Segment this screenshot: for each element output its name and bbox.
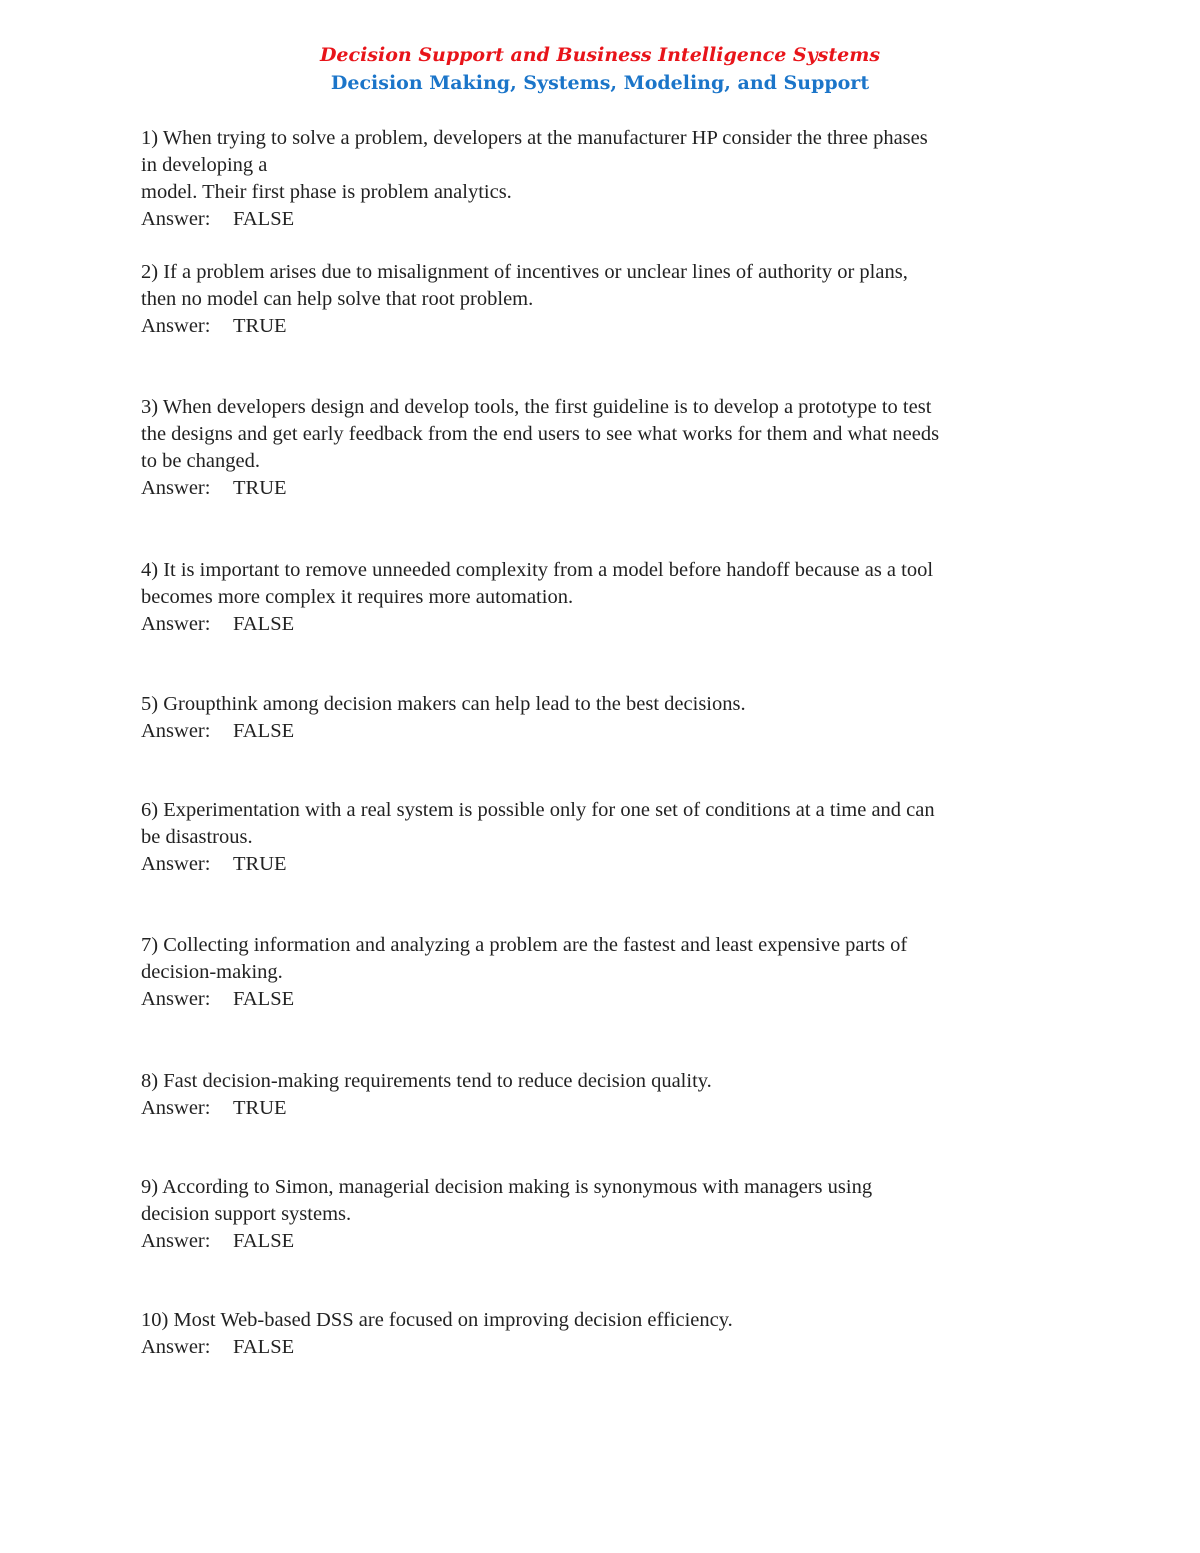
question-item (141, 932, 1066, 1013)
question-text-line: decision support systems. (141, 1203, 352, 1225)
answer-value: TRUE (233, 477, 287, 499)
question-item (141, 125, 1066, 233)
answer-label: Answer: (141, 613, 211, 635)
question-text-line: 7) Collecting information and analyzing a problem are the fastest and least expensive parts of (141, 934, 908, 956)
answer-value: TRUE (233, 1097, 287, 1119)
question-text-line: 1) When trying to solve a problem, developers at the manufacturer HP consider the three phases (141, 127, 928, 149)
answer-value: FALSE (233, 1230, 295, 1252)
answer-value: TRUE (233, 315, 287, 337)
answer-label: Answer: (141, 1097, 211, 1119)
question-text-line: the designs and get early feedback from the end users to see what works for them and what needs (141, 423, 940, 445)
question-text-line: 2) If a problem arises due to misalignment of incentives or unclear lines of authority or plans, (141, 261, 908, 283)
question-item (141, 259, 1066, 340)
question-text-line: 5) Groupthink among decision makers can help lead to the best decisions. (141, 693, 746, 715)
answer-value: FALSE (233, 208, 295, 230)
answer-row (141, 475, 1066, 502)
answer-row (141, 1334, 1066, 1361)
question-text-line: to be changed. (141, 450, 260, 472)
question-item (141, 1174, 1066, 1255)
answer-row (141, 986, 1066, 1013)
document-title: Decision Support and Business Intelligence Systems (319, 44, 881, 66)
answer-row (141, 313, 1066, 340)
question-text-line: model. Their first phase is problem analytics. (141, 181, 512, 203)
answer-row (141, 1228, 1066, 1255)
question-item (141, 1068, 1066, 1122)
question-text-line: becomes more complex it requires more automation. (141, 586, 574, 608)
answer-value: FALSE (233, 1336, 295, 1358)
question-text-line: 10) Most Web-based DSS are focused on improving decision efficiency. (141, 1309, 733, 1331)
answer-row (141, 718, 1066, 745)
document-subtitle: Decision Making, Systems, Modeling, and Support (330, 72, 870, 94)
question-item (141, 557, 1066, 638)
answer-label: Answer: (141, 1336, 211, 1358)
answer-value: FALSE (233, 720, 295, 742)
question-text-line: be disastrous. (141, 826, 253, 848)
answer-label: Answer: (141, 988, 211, 1010)
answer-value: FALSE (233, 613, 295, 635)
answer-row (141, 1095, 1066, 1122)
answer-value: TRUE (233, 853, 287, 875)
answer-row (141, 851, 1066, 878)
question-item (141, 691, 1066, 745)
question-text-line: 8) Fast decision-making requirements tend to reduce decision quality. (141, 1070, 712, 1092)
answer-label: Answer: (141, 1230, 211, 1252)
question-text-line: 4) It is important to remove unneeded complexity from a model before handoff because as a tool (141, 559, 934, 581)
answer-label: Answer: (141, 315, 211, 337)
answer-label: Answer: (141, 208, 211, 230)
question-text-line: 3) When developers design and develop tools, the first guideline is to develop a prototype to test (141, 396, 932, 418)
question-item (141, 1307, 1066, 1361)
answer-row (141, 206, 1066, 233)
question-item (141, 797, 1066, 878)
question-item (141, 394, 1066, 502)
answer-value: FALSE (233, 988, 295, 1010)
question-text-line: then no model can help solve that root problem. (141, 288, 534, 310)
answer-row (141, 611, 1066, 638)
question-text-line: decision-making. (141, 961, 283, 983)
answer-label: Answer: (141, 853, 211, 875)
question-text-line: in developing a (141, 154, 268, 176)
answer-label: Answer: (141, 720, 211, 742)
question-text-line: 6) Experimentation with a real system is possible only for one set of conditions at a time and can (141, 799, 935, 821)
answer-label: Answer: (141, 477, 211, 499)
question-text-line: 9) According to Simon, managerial decision making is synonymous with managers using (141, 1176, 873, 1198)
